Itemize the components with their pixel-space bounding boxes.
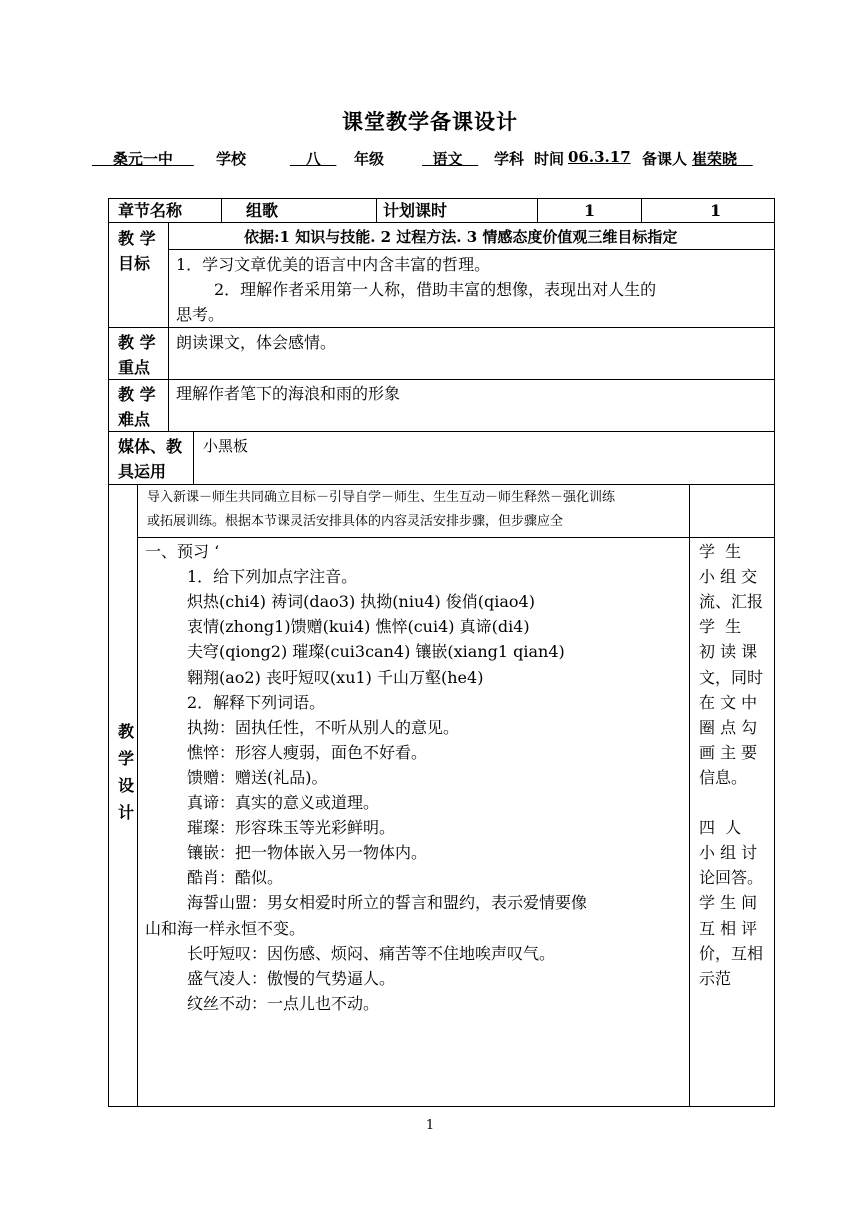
activity-line: 小 组 交	[699, 567, 758, 587]
design-intro-line1: 导入新课－师生共同确立目标－引导自学－师生、生生互动－师生释然－强化训练	[147, 490, 616, 505]
plan-hours-value-1: 1	[584, 201, 596, 220]
media-text: 小黑板	[203, 437, 249, 455]
col-divider	[537, 198, 538, 223]
key-points-text: 朗读课文，体会感情。	[176, 333, 337, 352]
activity-line: 初 读 课	[699, 642, 758, 662]
col-divider	[193, 431, 194, 485]
goal-item-2: 2．理解作者采用第一人称，借助丰富的想像，表现出对人生的	[214, 280, 657, 299]
activity-line: 圈 点 勾	[699, 717, 758, 737]
design-line: 1．给下列加点字注音。	[187, 567, 358, 587]
design-line: 海誓山盟：男女相爱时所立的誓言和盟约，表示爱情要像	[187, 893, 588, 913]
col-divider	[376, 198, 377, 223]
preparer-field	[692, 148, 753, 169]
goal-item-2-continued: 思考。	[176, 305, 225, 324]
row-divider	[108, 431, 775, 432]
document-title: 课堂教学备课设计	[342, 109, 518, 134]
grade-field	[290, 148, 336, 169]
design-line: 衷情(zhong1)馈赠(kui4) 憔悴(cui4) 真谛(di4)	[187, 617, 530, 637]
design-line: 炽热(chi4) 祷词(dao3) 执拗(niu4) 俊俏(qiao4)	[187, 592, 535, 612]
subject-suffix: 学科	[494, 150, 525, 168]
grade-value: 八	[305, 150, 321, 168]
row-divider	[108, 327, 775, 328]
activity-line: 论回答。	[699, 868, 764, 888]
activity-line: 互 相 评	[699, 918, 758, 938]
col-divider	[221, 198, 222, 223]
col-divider	[137, 484, 138, 1107]
media-label-line1: 媒体、教	[118, 437, 183, 456]
activity-line: 学 生	[699, 542, 742, 561]
design-line: 馈赠：赠送(礼品)。	[187, 767, 328, 787]
col-divider	[689, 484, 690, 1107]
activity-line: 四 人	[699, 818, 742, 838]
goals-label-line2: 目标	[118, 254, 151, 273]
row-divider	[108, 379, 775, 380]
design-line: 山和海一样永恒不变。	[145, 918, 306, 938]
activity-line: 画 主 要	[699, 742, 758, 762]
grade-suffix: 年级	[354, 150, 385, 168]
design-line: 一、预习 ‘	[145, 542, 220, 561]
design-line: 翱翔(ao2) 丧吁短叹(xu1) 千山万壑(he4)	[187, 667, 484, 687]
preparer-value: 崔荣晓	[692, 150, 738, 168]
goals-label-line1: 教 学	[118, 229, 156, 248]
media-label-line2: 具运用	[118, 462, 167, 481]
activity-line: 学 生 间	[699, 893, 758, 913]
subject-value: 语文	[432, 150, 463, 168]
design-line: 璀璨：形容珠玉等光彩鲜明。	[187, 818, 396, 838]
school-suffix: 学校	[216, 150, 247, 168]
activity-line: 文，同时	[699, 667, 764, 687]
page-number: 1	[425, 1118, 435, 1133]
design-line: 盛气凌人：傲慢的气势逼人。	[187, 968, 396, 988]
plan-hours-label: 计划课时	[383, 201, 448, 220]
activity-line: 流、汇报	[699, 592, 764, 612]
activity-line: 学 生	[699, 617, 742, 637]
chapter-value: 组歌	[246, 201, 279, 220]
preparer-label: 备课人	[642, 150, 688, 168]
design-line: 镶嵌：把一物体嵌入另一物体内。	[187, 843, 428, 863]
design-line: 长吁短叹：因伤感、烦闷、痛苦等不住地唉声叹气。	[187, 943, 556, 963]
school-value: 桑元一中	[112, 150, 173, 168]
activity-line: 价，互相	[699, 943, 764, 963]
design-line: 憔悴：形容人瘦弱，面色不好看。	[187, 742, 428, 762]
activity-line: 示范	[699, 968, 732, 988]
time-value: 06.3.17	[568, 148, 631, 166]
col-divider	[168, 222, 169, 432]
design-line: 真谛：真实的意义或道理。	[187, 793, 380, 812]
row-divider	[137, 537, 775, 538]
difficulties-label-line2: 难点	[118, 410, 151, 429]
difficulties-text: 理解作者笔下的海浪和雨的形象	[176, 384, 401, 403]
key-points-label-line2: 重点	[118, 358, 151, 377]
difficulties-label-line1: 教 学	[118, 385, 156, 404]
design-label: 教学设计	[117, 722, 134, 822]
chapter-label: 章节名称	[118, 201, 183, 220]
key-points-label-line1: 教 学	[118, 333, 156, 352]
activity-line: 信息。	[699, 767, 748, 787]
school-name	[92, 148, 194, 169]
time-label: 时间	[534, 150, 565, 168]
design-intro-line2: 或拓展训练。根据本节课灵活安排具体的内容灵活安排步骤，但步骤应全	[147, 514, 564, 529]
goals-basis: 依据:1 知识与技能. 2 过程方法. 3 情感态度价值观三维目标指定	[244, 228, 678, 246]
design-line: 夫穹(qiong2) 璀璨(cui3can4) 镶嵌(xiang1 qian4)	[187, 642, 565, 662]
activity-line: 小 组 讨	[699, 843, 758, 863]
design-line: 纹丝不动：一点儿也不动。	[187, 993, 380, 1013]
plan-hours-value-2: 1	[710, 201, 722, 220]
activity-line: 在 文 中	[699, 692, 758, 712]
design-line: 2．解释下列词语。	[187, 692, 326, 712]
row-divider	[108, 484, 775, 485]
design-line: 执拗：固执任性，不听从别人的意见。	[187, 717, 460, 737]
goal-item-1: 1．学习文章优美的语言中内含丰富的哲理。	[176, 255, 491, 274]
subject-field	[422, 148, 478, 169]
col-divider	[641, 198, 642, 223]
design-line: 酷肖：酷似。	[187, 868, 284, 888]
